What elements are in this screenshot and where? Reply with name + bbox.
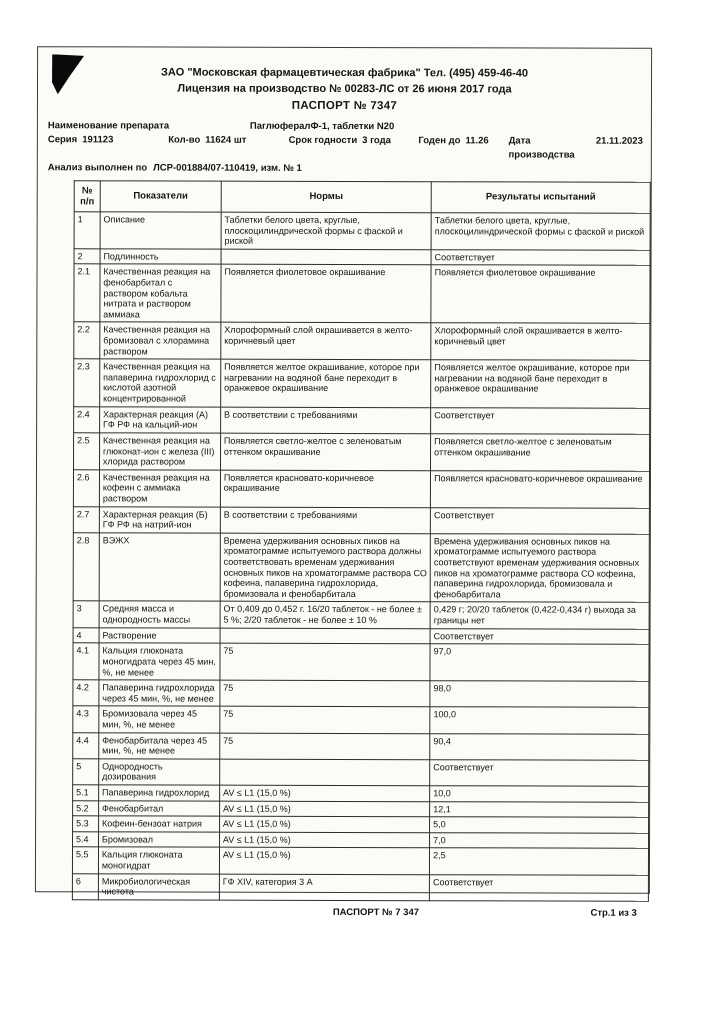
cell-norm: Появляется светло-желтое с зеленоватым оттенком окрашивание: [220, 433, 430, 470]
table-row: [73, 470, 649, 508]
table-row: [73, 680, 649, 708]
cell-indicator: Кальция глюконата моногидрата через 45 мин, %, не менее: [99, 643, 220, 680]
cell-norm: Появляется желтое окрашивание, которое при нагревании на водяной бане переходит в оранжевое окрашивание: [221, 359, 431, 407]
quantity-label: Кол-во: [168, 134, 201, 146]
cell-norm: AV ≤ L1 (15,0 %): [219, 816, 429, 832]
document-page: [35, 46, 652, 919]
table-row: [74, 264, 650, 324]
cell-norm: AV ≤ L1 (15,0 %): [219, 832, 429, 848]
cell-result: Таблетки белого цвета, круглые, плоскоцилиндрической формы с фаской и риской: [431, 213, 650, 250]
cell-indicator: Папаверина гидрохлорида через 45 мин, %, не менее: [99, 680, 220, 707]
cell-result: Времена удерживания основных пиков на хроматограмме испытуемого раствора соответствуют временам удерживания основных пиков на хроматограмме раствора СО кофеина, папаверина гидрохлорида, бромизовала и фенобарбитала: [430, 534, 649, 603]
cell-norm: [220, 628, 430, 644]
cell-indicator: Качественная реакция на фенобарбитал с раствором кобальта нитрата и раствором аммиака: [100, 264, 221, 322]
table-row: [73, 627, 649, 644]
cell-norm: 75: [220, 707, 430, 734]
production-date-label: Дата производства: [508, 135, 575, 161]
cell-num: 2.6: [73, 470, 99, 507]
analysis-label: Анализ выполнен по: [47, 162, 148, 174]
cell-num: 1: [74, 212, 100, 249]
cell-result: Соответствует: [431, 250, 650, 266]
cell-indicator: Качественная реакция на глюконат-ион с железа (III) хлорида раствором: [99, 433, 220, 470]
cell-num: 5.5: [72, 847, 98, 873]
header-number: № п/п: [74, 180, 100, 211]
cell-norm: В соответствии с требованиями: [220, 407, 430, 434]
cell-indicator: ВЭЖХ: [99, 533, 220, 602]
table-body: [72, 212, 650, 901]
cell-num: 5.3: [73, 816, 99, 832]
cell-result: 90,4: [430, 733, 649, 760]
cell-num: 5.2: [73, 800, 99, 816]
table-row: [73, 759, 649, 787]
quantity-value: 11624 шт: [205, 134, 247, 146]
drug-name-row: [48, 119, 643, 135]
production-date-pair: [509, 134, 643, 163]
table-row: [74, 212, 650, 250]
cell-indicator: Кофеин-бензоат натрия: [98, 816, 219, 832]
cell-norm: Появляется фиолетовое окрашивание: [221, 265, 431, 324]
cell-result: 100,0: [430, 707, 649, 734]
header-results: Результаты испытаний: [431, 181, 650, 213]
cell-norm: От 0,409 до 0,452 г. 16/20 таблеток - не более ± 5 %; 2/20 таблеток - не более ± 10 %: [220, 602, 430, 629]
cell-num: 2.7: [73, 506, 99, 532]
table-row: [73, 816, 649, 833]
batch-info-row: [48, 133, 643, 163]
footer-passport-number: ПАСПОРТ № 7 347: [332, 906, 420, 919]
cell-indicator: Фенобарбитал: [98, 800, 219, 816]
cell-num: 5.4: [73, 832, 99, 848]
document-footer: [36, 900, 649, 927]
cell-indicator: Качественная реакция на кофеин с аммиака раствором: [99, 470, 220, 507]
cell-result: 97,0: [430, 644, 649, 681]
table-row: [74, 406, 650, 434]
header-indicators: Показатели: [100, 180, 221, 212]
cell-indicator: Средняя масса и однородность массы: [99, 601, 220, 628]
cell-result: 0,429 г; 20/20 таблеток (0,422-0,434 г) выхода за границы нет: [430, 602, 649, 629]
cell-indicator: Фенобарбитала через 45 мин, %, не менее: [99, 732, 220, 759]
expiry-pair: [418, 134, 508, 163]
document-header: [38, 47, 651, 117]
cell-result: Соответствует: [429, 874, 648, 901]
cell-norm: Таблетки белого цвета, круглые, плоскоцилиндрической формы с фаской и риской: [221, 212, 431, 249]
cell-num: 4.2: [73, 680, 99, 706]
drug-name-label: Наименование препарата: [47, 119, 170, 132]
cell-result: Соответствует: [430, 507, 649, 534]
cell-result: 5,0: [430, 817, 649, 833]
cell-indicator: Подлинность: [100, 249, 221, 265]
expiry-value: 11.26: [465, 135, 489, 147]
cell-indicator: Микробиологическая чистота: [98, 874, 219, 901]
table-row: [73, 643, 649, 681]
cell-num: 4.3: [73, 706, 99, 732]
cell-indicator: Бромизовала через 45 мин, %, не менее: [99, 706, 220, 733]
cell-num: 2.2: [74, 322, 100, 359]
table-row: [73, 601, 649, 629]
cell-norm: [220, 759, 430, 786]
cell-norm: Времена удерживания основных пиков на хроматограмме испытуемого раствора должны соответствовать временам удерживания основных пиков на хроматограмме раствора СО кофеина, папаверина гидрохлорида, бромизовала и фенобарбитала: [220, 533, 430, 602]
passport-title: ПАСПОРТ № 7347: [291, 99, 398, 113]
cell-result: Соответствует: [430, 759, 649, 786]
cell-result: Соответствует: [431, 407, 650, 434]
cell-norm: AV ≤ L1 (15,0 %): [219, 785, 429, 801]
cell-num: 2.5: [74, 433, 100, 470]
table-row: [74, 249, 650, 266]
cell-num: 2.4: [74, 406, 100, 432]
shelf-life-pair: [289, 134, 419, 163]
table-row: [73, 732, 649, 760]
table-row: [72, 847, 648, 875]
production-date-value: 21.11.2023: [595, 135, 643, 147]
cell-indicator: Качественная реакция на папаверина гидрохлорид с кислотой азотной концентрированной: [100, 359, 221, 407]
cell-norm: Появляется красновато-коричневое окрашивание: [220, 470, 430, 507]
expiry-label: Годен до: [418, 134, 461, 147]
cell-indicator: Характерная реакция (А) ГФ РФ на кальций-ион: [100, 407, 221, 434]
cell-num: 2.1: [74, 264, 100, 322]
cell-norm: AV ≤ L1 (15,0 %): [219, 801, 429, 817]
cell-num: 5: [73, 759, 99, 785]
analysis-row: [48, 162, 643, 178]
cell-indicator: Растворение: [99, 628, 220, 644]
table-row: [74, 359, 650, 408]
cell-indicator: Бромизовал: [98, 832, 219, 848]
cell-num: 2.8: [73, 533, 99, 602]
table-row: [74, 433, 650, 471]
table-row: [73, 506, 649, 534]
cell-indicator: Описание: [100, 212, 221, 249]
cell-num: 2.3: [74, 359, 100, 407]
license-line: Лицензия на производство № 00283-ЛС от 26 июня 2017 года: [177, 82, 512, 96]
cell-num: 3: [73, 601, 99, 627]
cell-result: Появляется красновато-коричневое окрашивание: [430, 470, 649, 507]
cell-result: 12,1: [430, 801, 649, 817]
quantity-pair: [168, 133, 288, 162]
cell-indicator: Однородность дозирования: [99, 759, 220, 786]
table-row: [74, 322, 650, 360]
series-label: Серия: [47, 134, 78, 146]
test-results-table: [72, 180, 651, 902]
cell-norm: 75: [220, 680, 430, 707]
cell-num: 4.4: [73, 732, 99, 758]
cell-result: Появляется фиолетовое окрашивание: [431, 265, 650, 324]
company-name: ЗАО "Московская фармацевтическая фабрика" Тел. (495) 459-46-40: [161, 66, 529, 80]
analysis-value: ЛСР-001884/07-110419, изм. № 1: [153, 162, 302, 175]
table-row: [73, 706, 649, 734]
cell-num: 6: [72, 873, 98, 899]
table-row: [73, 785, 649, 802]
cell-indicator: Папаверина гидрохлорид: [99, 785, 220, 801]
cell-norm: [221, 249, 431, 265]
cell-num: 2: [74, 249, 100, 265]
drug-name-value: ПаглюфералФ-1, таблетки N20: [249, 120, 395, 132]
cell-norm: AV ≤ L1 (15,0 %): [219, 848, 429, 875]
cell-norm: Хлороформный слой окрашивается в желто-коричневый цвет: [221, 323, 431, 360]
footer-page-number: Стр.1 из 3: [590, 907, 637, 919]
cell-norm: ГФ XIV, категория 3 А: [219, 874, 429, 901]
table-row: [73, 533, 649, 603]
cell-norm: 75: [220, 643, 430, 680]
cell-num: 4: [73, 627, 99, 643]
cell-result: 98,0: [430, 681, 649, 708]
cell-num: 4.1: [73, 643, 99, 680]
table-header-row: [74, 180, 650, 213]
table-row: [72, 873, 648, 901]
info-block: [38, 116, 651, 182]
cell-result: Появляется светло-желтое с зеленоватым оттенком окрашивание: [431, 434, 650, 471]
cell-result: 2,5: [430, 848, 649, 875]
cell-indicator: Характерная реакция (Б) ГФ РФ на натрий-ион: [99, 506, 220, 533]
cell-result: 7,0: [430, 833, 649, 849]
shelf-life-value: 3 года: [362, 134, 391, 146]
cell-norm: 75: [220, 733, 430, 760]
table-row: [73, 832, 649, 849]
header-norms: Нормы: [221, 181, 431, 213]
cell-result: 10,0: [430, 786, 649, 802]
cell-result: Соответствует: [430, 628, 649, 644]
table-row: [73, 800, 649, 817]
cell-norm: В соответствии с требованиями: [220, 507, 430, 534]
cell-result: Хлороформный слой окрашивается в желто-коричневый цвет: [431, 323, 650, 360]
shelf-life-label: Срок годности: [288, 134, 358, 146]
series-value: 191123: [82, 134, 114, 146]
cell-indicator: Качественная реакция на бромизовал с хлорамина раствором: [100, 322, 221, 359]
cell-result: Появляется желтое окрашивание, которое при нагревании на водяной бане переходит в оранжевое окрашивание: [431, 360, 650, 408]
cell-indicator: Кальция глюконата моногидрат: [98, 847, 219, 874]
series-pair: [48, 133, 168, 162]
cell-num: 5.1: [73, 785, 99, 801]
